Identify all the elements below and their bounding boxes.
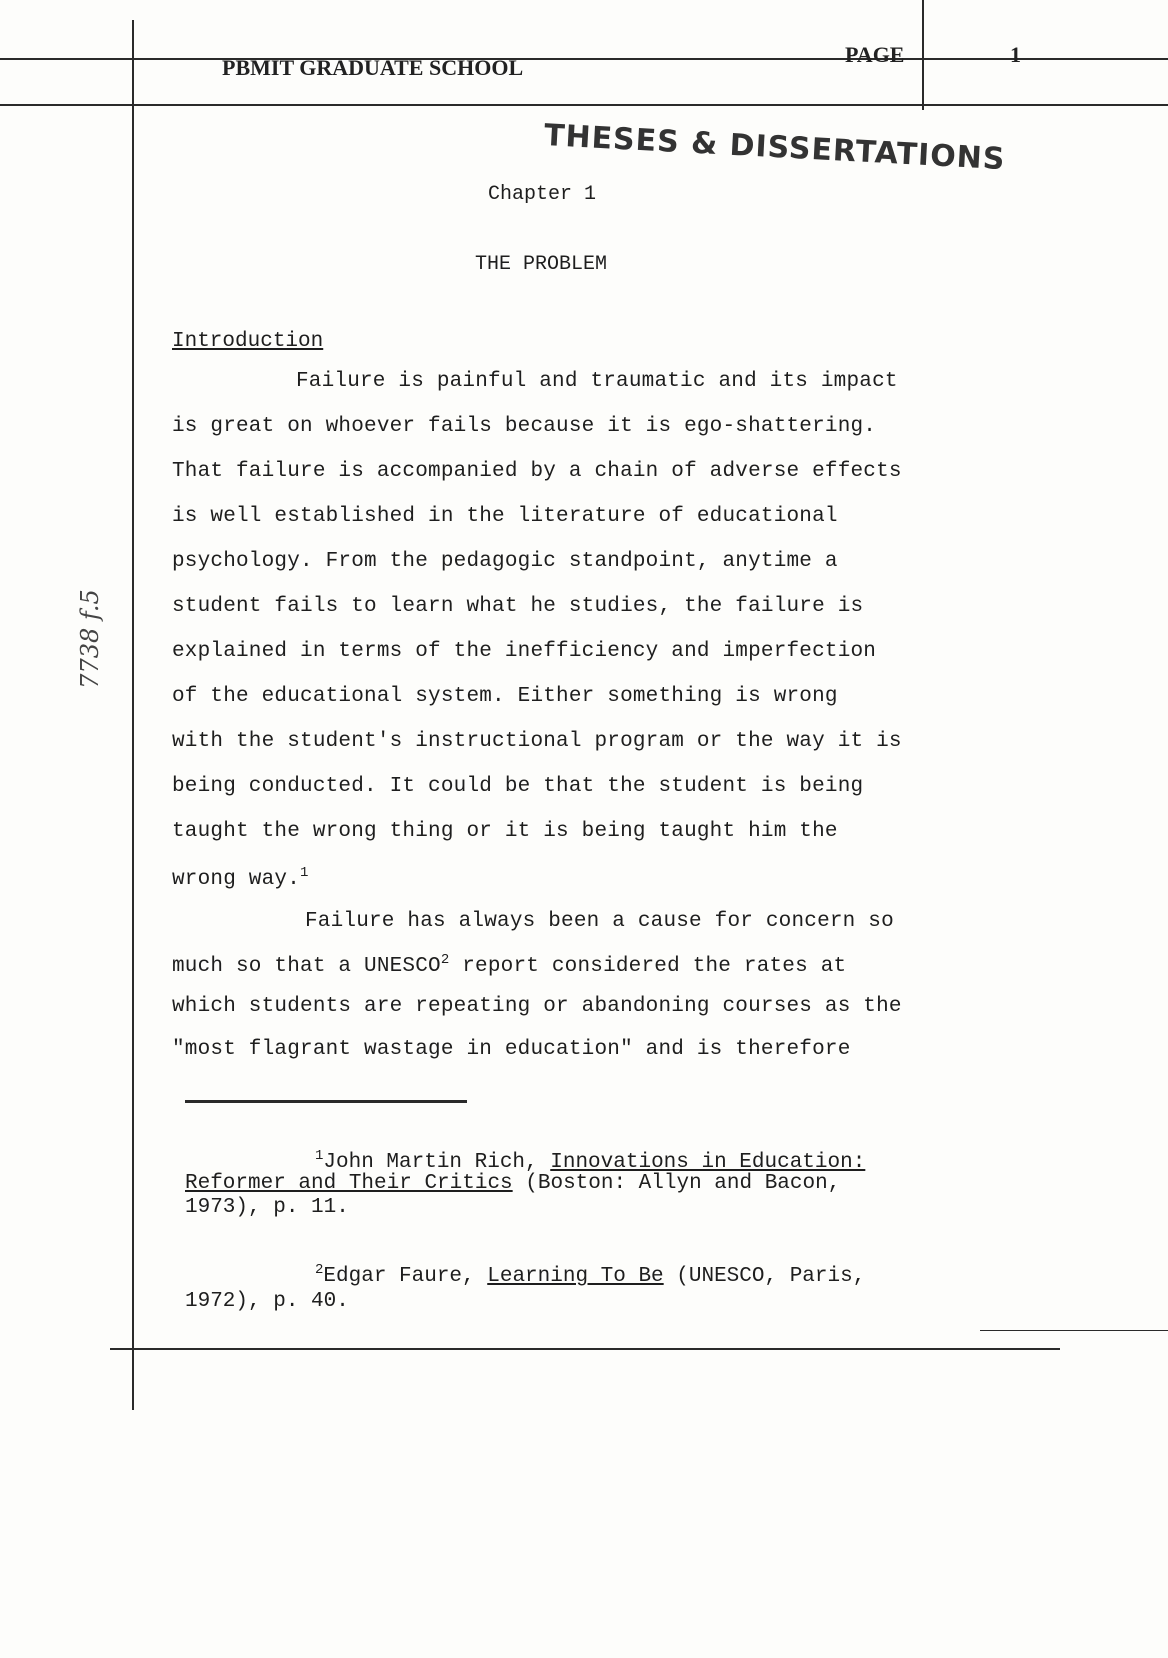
body-line: is well established in the literature of educational xyxy=(172,505,838,528)
footnote-1-line-2 xyxy=(185,1172,840,1195)
footnote-1-publisher: (Boston: Allyn and Bacon, xyxy=(512,1172,841,1195)
body-line: student fails to learn what he studies, the failure is xyxy=(172,595,864,618)
body-line: of the educational system. Either something is wrong xyxy=(172,685,838,708)
body-line: is great on whoever fails because it is ego-shattering. xyxy=(172,415,877,438)
chapter-label: Chapter 1 xyxy=(488,183,597,206)
footnote-ref-2: 2 xyxy=(440,952,450,968)
page-label: PAGE xyxy=(845,42,905,67)
para2-line: "most flagrant wastage in education" and is therefore xyxy=(172,1038,851,1061)
page-number: 1 xyxy=(1010,42,1021,67)
footnote-1-marker: 1 xyxy=(315,1148,324,1164)
footnote-1-author: John Martin Rich, xyxy=(323,1151,551,1174)
footnote-1-line-1 xyxy=(315,1148,865,1174)
header-bottom-rule xyxy=(0,104,1168,106)
footnote-2-marker: 2 xyxy=(315,1262,324,1278)
left-margin-rule xyxy=(132,20,134,1410)
header-top-rule xyxy=(0,58,1168,60)
theses-dissertations-stamp: THESES & DISSERTATIONS xyxy=(543,118,1007,178)
body-line: taught the wrong thing or it is being taught him the xyxy=(172,820,838,843)
body-line: with the student's instructional program or the way it is xyxy=(172,730,902,753)
footer-rule-right xyxy=(980,1330,1168,1331)
footnote-ref-1: 1 xyxy=(300,865,309,881)
page-number-divider xyxy=(922,0,924,110)
body-line: That failure is accompanied by a chain of adverse effects xyxy=(172,460,902,483)
chapter-title: THE PROBLEM xyxy=(475,253,608,276)
handwritten-margin-note: 7738 f.5 xyxy=(75,589,104,689)
footnote-2-line-2: 1972), p. 40. xyxy=(185,1290,349,1313)
body-line: explained in terms of the inefficiency and imperfection xyxy=(172,640,877,663)
body-line-text: wrong way. xyxy=(172,868,301,891)
para2-line-text: much so that a UNESCO xyxy=(172,955,441,978)
footer-rule xyxy=(110,1348,1060,1350)
body-line-with-footnote xyxy=(172,865,309,891)
body-line: being conducted. It could be that the student is being xyxy=(172,775,864,798)
footnote-2-line-1 xyxy=(315,1262,865,1288)
section-heading: Introduction xyxy=(172,330,324,353)
footnote-1-title-a: Innovations in Education: xyxy=(550,1151,866,1174)
para2-line: which students are repeating or abandoning courses as the xyxy=(172,995,902,1018)
body-line: Failure is painful and traumatic and its impact xyxy=(296,370,898,393)
para2-line-with-footnote xyxy=(172,952,846,978)
footnote-1-line-3: 1973), p. 11. xyxy=(185,1196,349,1219)
footnote-1-title-b: Reformer and Their Critics xyxy=(185,1172,513,1195)
body-line: psychology. From the pedagogic standpoint, anytime a xyxy=(172,550,838,573)
footnote-2-title: Learning To Be xyxy=(487,1265,664,1288)
footnote-2-publisher: (UNESCO, Paris, xyxy=(663,1265,866,1288)
footnote-separator xyxy=(185,1100,467,1103)
para2-line: Failure has always been a cause for concern so xyxy=(305,910,894,933)
school-name: PBMIT GRADUATE SCHOOL xyxy=(222,55,524,80)
footnote-2-author: Edgar Faure, xyxy=(323,1265,488,1288)
para2-line-rest: report considered the rates at xyxy=(449,955,847,978)
